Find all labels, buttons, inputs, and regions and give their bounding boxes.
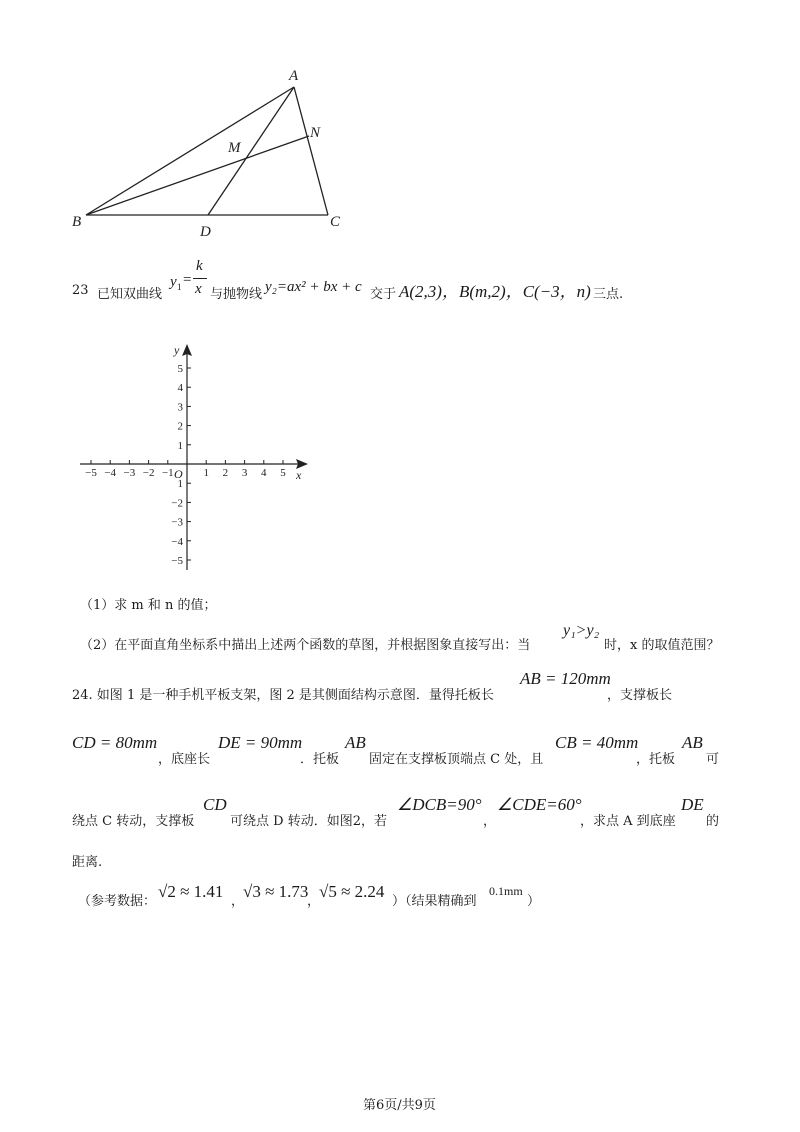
y-tick-label: 4 xyxy=(177,382,183,395)
q23-text-before: 已知双曲线 xyxy=(97,287,163,302)
q23-eq: = xyxy=(183,272,192,288)
y-tick-label: −2 xyxy=(171,497,183,510)
coordinate-plane xyxy=(78,338,318,578)
q23-text-after: 三点. xyxy=(593,287,624,302)
q24-base-text: ，底座长 xyxy=(158,752,211,767)
segment-ba xyxy=(86,87,294,215)
segment-da xyxy=(208,87,294,215)
y-tick-label: −3 xyxy=(171,516,183,529)
x-tick-label: 2 xyxy=(222,467,229,479)
y-tick-label: −5 xyxy=(171,555,183,567)
label-b: B xyxy=(72,214,82,230)
segment-bn xyxy=(86,136,309,215)
x-tick-label: −1 xyxy=(161,467,174,479)
x-tick-label: −5 xyxy=(85,467,97,479)
q24-ke-text: 可 xyxy=(706,752,720,767)
q24-ref-sqrt3: √3 ≈ 1.73 xyxy=(243,882,309,901)
q24-ab-length: AB = 120mm xyxy=(520,669,611,688)
x-tick-label: −4 xyxy=(104,467,117,479)
q24-angle-dcb: ∠DCB=90° xyxy=(397,795,482,814)
q24-ref-sqrt5: √5 ≈ 2.24 xyxy=(319,882,385,901)
x-tick-label: 1 xyxy=(203,467,209,479)
y-tick-label: 5 xyxy=(177,363,183,375)
q24-fixed-text: 固定在支撑板顶端点 C 处，且 xyxy=(369,752,544,767)
x-axis-label: x xyxy=(296,468,302,482)
q23-part2-after: 时，x 的取值范围？ xyxy=(604,638,720,653)
q23-points: A(2,3)，B(m,2)，C(−3，n) xyxy=(399,282,591,301)
q24-ref-comma1: ， xyxy=(231,894,245,909)
y-tick-label: 1 xyxy=(177,478,183,491)
q23-part2-ineq: y₁>y₂ xyxy=(563,622,600,639)
q23-y1-sub: 1 xyxy=(177,282,182,292)
q24-ref-before: （参考数据： xyxy=(78,894,157,909)
q23-frac-den: x xyxy=(195,281,202,297)
page-number: 第6页/共9页 xyxy=(363,1098,436,1113)
q24-de-length: DE = 90mm xyxy=(218,733,303,752)
q24-cd-length: CD = 80mm xyxy=(72,733,158,752)
y-tick-label: −4 xyxy=(171,535,183,548)
origin-label: O xyxy=(174,467,183,481)
q24-ab2: AB xyxy=(682,733,703,752)
q23-frac-bar xyxy=(193,278,207,279)
q23-y1: y xyxy=(170,274,177,290)
triangle-figure xyxy=(60,60,360,250)
x-tick-label: −3 xyxy=(123,467,136,479)
label-c: C xyxy=(330,214,341,230)
q24-ref-sqrt2: √2 ≈ 1.41 xyxy=(158,882,224,901)
q24-ref-close: ） xyxy=(527,894,541,909)
y-axis-label: y xyxy=(174,343,180,357)
q24-tuo2-text: ，托板 xyxy=(636,752,676,767)
y-tick-label: 2 xyxy=(177,420,183,433)
q24-de-end: 的 xyxy=(706,814,720,829)
label-a: A xyxy=(289,68,299,84)
y-tick-label: 3 xyxy=(177,401,183,414)
q24-line4: 距离. xyxy=(72,855,103,870)
q24-line1-after: ，支撑板长 xyxy=(607,688,673,703)
ticks-layer xyxy=(85,363,286,567)
label-m: M xyxy=(228,140,241,156)
segment-ac xyxy=(294,87,328,215)
x-tick-label: 5 xyxy=(280,467,286,479)
y-tick-label: 1 xyxy=(177,439,183,452)
q23-part2-before: （2）在平面直角坐标系中描出上述两个函数的草图，并根据图象直接写出：当 xyxy=(80,638,531,653)
q24-ab1: AB xyxy=(345,733,366,752)
q23-part1: （1）求 m 和 n 的值； xyxy=(80,598,217,613)
q24-line1-before: 24. 如图 1 是一种手机平板支架，图 2 是其侧面结构示意图．量得托板长 xyxy=(72,688,494,703)
q24-ref-after: ）（结果精确到 xyxy=(392,894,477,909)
q24-line3-before: 绕点 C 转动，支撑板 xyxy=(72,814,195,829)
q24-angle-cde: ∠CDE=60° xyxy=(497,795,582,814)
q24-ref-comma2: ， xyxy=(307,894,321,909)
q24-cd2: CD xyxy=(203,795,227,814)
q23-parabola: y₂=ax² + bx + c xyxy=(265,279,362,295)
q23-number: 23 xyxy=(72,283,89,298)
q24-cb-length: CB = 40mm xyxy=(555,733,639,752)
label-n: N xyxy=(310,125,321,141)
q24-line3-after: ，求点 A 到底座 xyxy=(580,814,676,829)
x-tick-label: 3 xyxy=(241,467,248,479)
q24-comma: ， xyxy=(483,814,497,829)
label-d: D xyxy=(200,224,211,240)
q23-text-mid: 与抛物线 xyxy=(210,287,263,302)
x-tick-label: −2 xyxy=(142,467,155,479)
q24-de2: DE xyxy=(681,795,704,814)
q23-frac-num: k xyxy=(196,258,203,274)
q24-line3-mid: 可绕点 D 转动．如图2，若 xyxy=(230,814,387,829)
q24-tuo-text: ．托板 xyxy=(300,752,340,767)
x-tick-label: 4 xyxy=(261,467,267,479)
q24-precision: 0.1mm xyxy=(489,884,523,898)
q23-text-jiao: 交于 xyxy=(370,287,397,302)
